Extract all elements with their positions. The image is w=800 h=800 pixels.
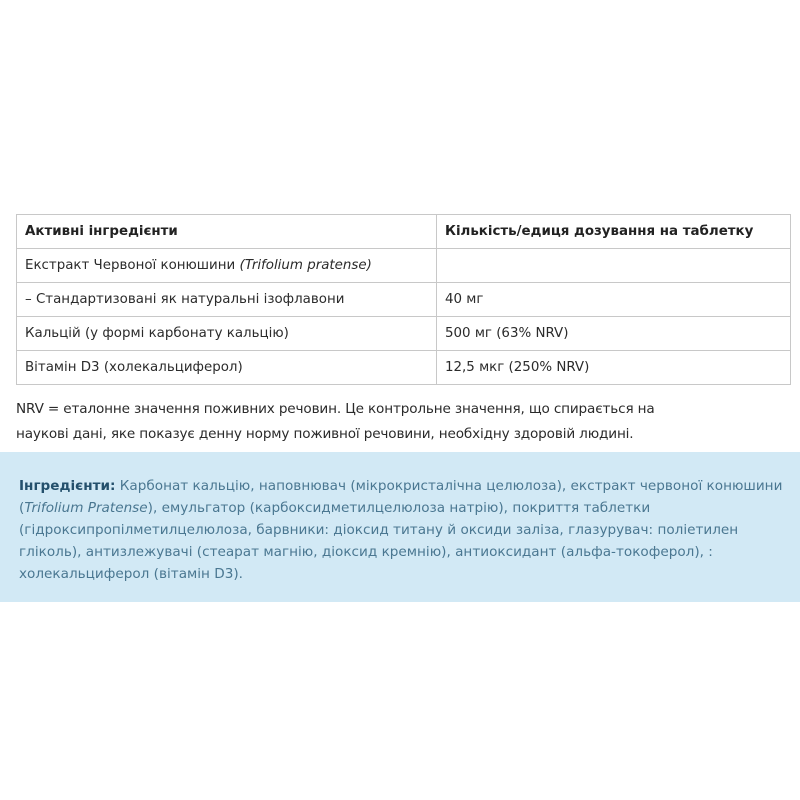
table-row — [17, 317, 791, 351]
ingredient-amount: 500 мг (63% NRV) — [437, 317, 791, 351]
table-header-row — [17, 215, 791, 249]
ingredient-name: Екстракт Червоної конюшини (Trifolium pratense) — [17, 249, 437, 283]
nrv-note — [16, 397, 796, 447]
nrv-note-line-1: NRV = еталонне значення поживних речовин. Це контрольне значення, що спирається на — [16, 401, 655, 417]
latin-name: Trifolium Pratense — [24, 500, 148, 516]
ingredients-label: Інгредієнти: — [19, 478, 116, 494]
header-active-ingredients: Активні інгредієнти — [17, 215, 437, 249]
table-row — [17, 249, 791, 283]
header-amount-per-tablet: Кількість/едиця дозування на таблетку — [437, 215, 791, 249]
ingredient-amount: 40 мг — [437, 283, 791, 317]
ingredient-amount: 12,5 мкг (250% NRV) — [437, 351, 791, 385]
nrv-note-line-2: наукові дані, яке показує денну норму поживної речовини, необхідну здоровій людині. — [16, 426, 634, 442]
active-ingredients-table — [16, 214, 791, 385]
table-row — [17, 351, 791, 385]
ingredients-text: Інгредієнти: Карбонат кальцію, наповнювач (мікрокристалічна целюлоза), екстракт червоної конюшини (Trifolium Pratense), емульгатор (карбоксидметилцелюлоза натрію), покриття таблетки (гідроксипропілметилцелюлоза, барвники: діоксид титану й оксиди заліза, глазурувач: поліетилен гліколь), антизлежувачі (стеарат магнію, діоксид кремнію), антиоксидант (альфа-токоферол), : холекальциферол (вітамін D3). — [19, 478, 783, 582]
table-row — [17, 283, 791, 317]
ingredient-name: Вітамін D3 (холекальциферол) — [17, 351, 437, 385]
ingredient-amount — [437, 249, 791, 283]
ingredient-name: Кальцій (у формі карбонату кальцію) — [17, 317, 437, 351]
latin-name: (Trifolium pratense) — [239, 258, 372, 273]
ingredient-name: – Стандартизовані як натуральні ізофлавони — [17, 283, 437, 317]
